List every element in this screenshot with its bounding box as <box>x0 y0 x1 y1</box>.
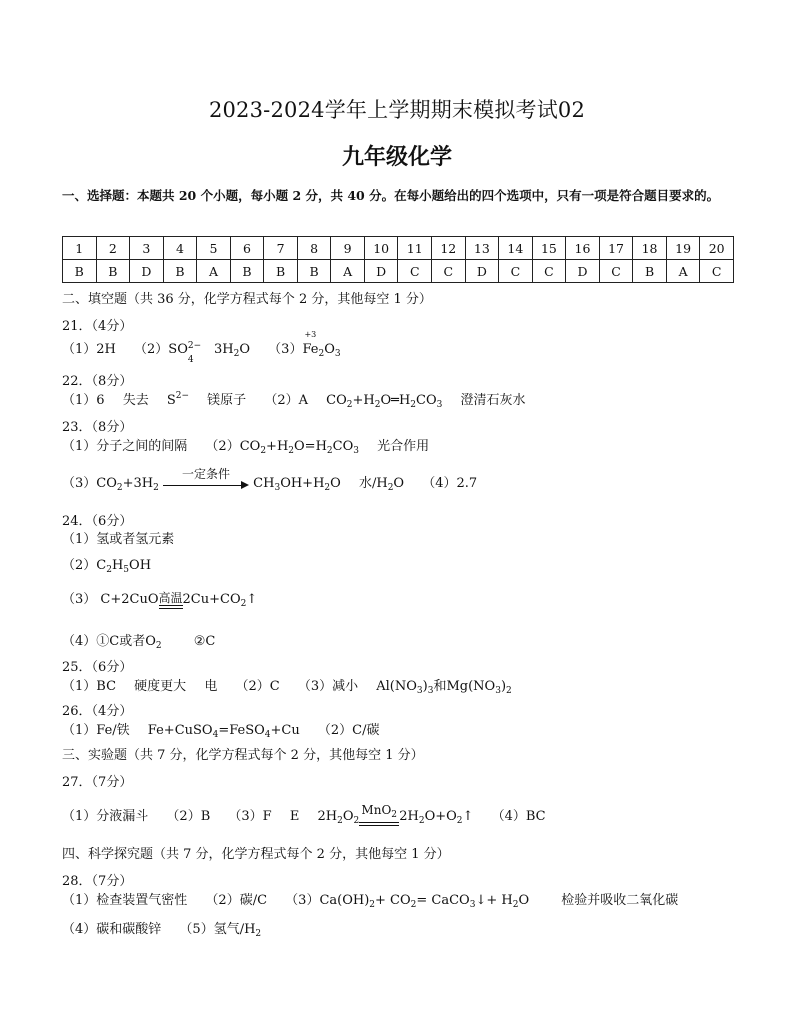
q23-answers-1: （1）分子之间的间隔 $(2)CO_2+H_2O=H_2CO_3$ 光合作用 <box>62 439 430 456</box>
answer-table-number-row <box>63 237 734 260</box>
answer-table-answer-cell: A <box>666 260 700 283</box>
answer-table-answer-cell: D <box>465 260 499 283</box>
page-title: 2023-2024学年上学期期末模拟考试02 <box>208 98 586 122</box>
answer-table-answer-cell: D <box>566 260 600 283</box>
section4-heading: 四、科学探究题（共 7 分，化学方程式每个 2 分，其他每空 1 分） <box>62 847 450 862</box>
q24-answer-3: （3） C+2CuO 高温 $2Cu+CO_2↑$ <box>62 591 258 609</box>
answer-table-number-cell: 18 <box>633 237 667 260</box>
answer-table-answer-cell: B <box>633 260 667 283</box>
answer-table-number-cell: 8 <box>297 237 331 260</box>
answer-table-answer-cell: A <box>197 260 231 283</box>
answer-table-number-cell: 6 <box>230 237 264 260</box>
answer-table-number-cell: 12 <box>432 237 466 260</box>
answer-table-answer-cell: B <box>297 260 331 283</box>
answer-table-answer-cell: C <box>432 260 466 283</box>
answer-table-number-cell: 19 <box>666 237 700 260</box>
q28-answers-1: （1）检查装置气密性 （2）碳/C $(3)Ca(OH)_2+ CO_2=$ CaCO$_3$↓+ $H_2O$ 检验并吸收二氧化碳 <box>62 893 679 910</box>
answer-table-answer-cell: D <box>364 260 398 283</box>
q27-number: 27．（7分） <box>62 775 133 790</box>
answer-table-answer-cell: B <box>264 260 298 283</box>
q24-answer-4: （4）①C或者$O_2$ ②C <box>62 634 216 651</box>
answer-table-number-cell: 17 <box>599 237 633 260</box>
q25-number: 25．（6分） <box>62 660 133 675</box>
answer-table-number-cell: 11 <box>398 237 432 260</box>
q22-number: 22．（8分） <box>62 374 133 389</box>
q22-answers: （1）6 失去 $S^{2-}$ 镁原子 （2）A $CO_2+H_2O═H_2CO_3$ 澄清石灰水 <box>62 391 526 410</box>
q28-number: 28．（7分） <box>62 874 133 889</box>
answer-table-answer-cell: A <box>331 260 365 283</box>
answer-table-answer-cell: C <box>398 260 432 283</box>
answer-table-answer-row <box>63 260 734 283</box>
answer-table-answer-cell: C <box>700 260 734 283</box>
answer-table-number-cell: 15 <box>532 237 566 260</box>
answer-table-answer-cell: C <box>532 260 566 283</box>
q23-number: 23．（8分） <box>62 420 133 435</box>
section1-heading: 一、选择题：本题共 20 个小题，每小题 2 分，共 40 分。在每小题给出的四个选项中，只有一项是符合题目要求的。 <box>62 188 720 203</box>
answer-table-answer-cell: B <box>163 260 197 283</box>
answer-table-number-cell: 16 <box>566 237 600 260</box>
reaction-condition: 高温 <box>159 592 183 609</box>
reaction-condition: MnO$_2$ <box>359 804 399 826</box>
answer-table-number-cell: 2 <box>96 237 130 260</box>
answer-table-number-cell: 9 <box>331 237 365 260</box>
answer-table-answer-cell: C <box>599 260 633 283</box>
answer-table-number-cell: 7 <box>264 237 298 260</box>
answer-table-answer-cell: C <box>499 260 533 283</box>
q26-answers: （1）Fe/铁 Fe+CuSO$_4$=FeSO$_4$+Cu （2）C/碳 <box>62 723 380 740</box>
reaction-arrow: 一定条件 <box>163 477 249 491</box>
answer-table-number-cell: 13 <box>465 237 499 260</box>
page-subtitle: 九年级化学 <box>341 144 452 170</box>
answer-table-number-cell: 5 <box>197 237 231 260</box>
q21-number: 21．（4分） <box>62 319 133 334</box>
answer-table-number-cell: 10 <box>364 237 398 260</box>
q24-number: 24．（6分） <box>62 514 133 529</box>
answer-table-number-cell: 20 <box>700 237 734 260</box>
answer-table-number-cell: 1 <box>63 237 97 260</box>
answer-table-answer-cell: D <box>130 260 164 283</box>
answer-table-answer-cell: B <box>63 260 97 283</box>
q28-answers-2: （4）碳和碳酸锌 （5）氢气$/H_2$ <box>62 922 262 939</box>
section3-heading: 三、实验题（共 7 分，化学方程式每个 2 分，其他每空 1 分） <box>62 748 424 763</box>
q23-answers-2: $(3)CO_2+3H_2$ 一定条件 $CH_3OH+H_2O$ 水$/H_2O$ （4）2.7 <box>62 466 478 493</box>
q21-answers: （1）2H （2）SO 2− 4 $3H_2O$ （3） +3 $Fe_2O_3$ <box>62 330 341 365</box>
q26-number: 26．（4分） <box>62 704 133 719</box>
answer-table-answer-cell: B <box>96 260 130 283</box>
section2-heading: 二、填空题（共 36 分，化学方程式每个 2 分，其他每空 1 分） <box>62 292 432 307</box>
answer-table-number-cell: 14 <box>499 237 533 260</box>
q24-answer-1: （1）氢或者氢元素 <box>62 532 175 547</box>
q27-answers: （1）分液漏斗 （2）B （3）F E $2H_2O_2$ MnO$_2$ $2H_2O+O_2↑$ （4）BC <box>62 803 546 826</box>
q25-answers: （1）BC 硬度更大 电 （2）C （3）减小 $Al(NO_3)_3$和$Mg(NO_3)_2$ <box>62 679 512 696</box>
answer-table-number-cell: 3 <box>130 237 164 260</box>
q24-answer-2: $(2)C_2H_5OH$ <box>62 558 152 575</box>
answer-table-number-cell: 4 <box>163 237 197 260</box>
answer-table-answer-cell: B <box>230 260 264 283</box>
answer-table <box>62 236 734 283</box>
